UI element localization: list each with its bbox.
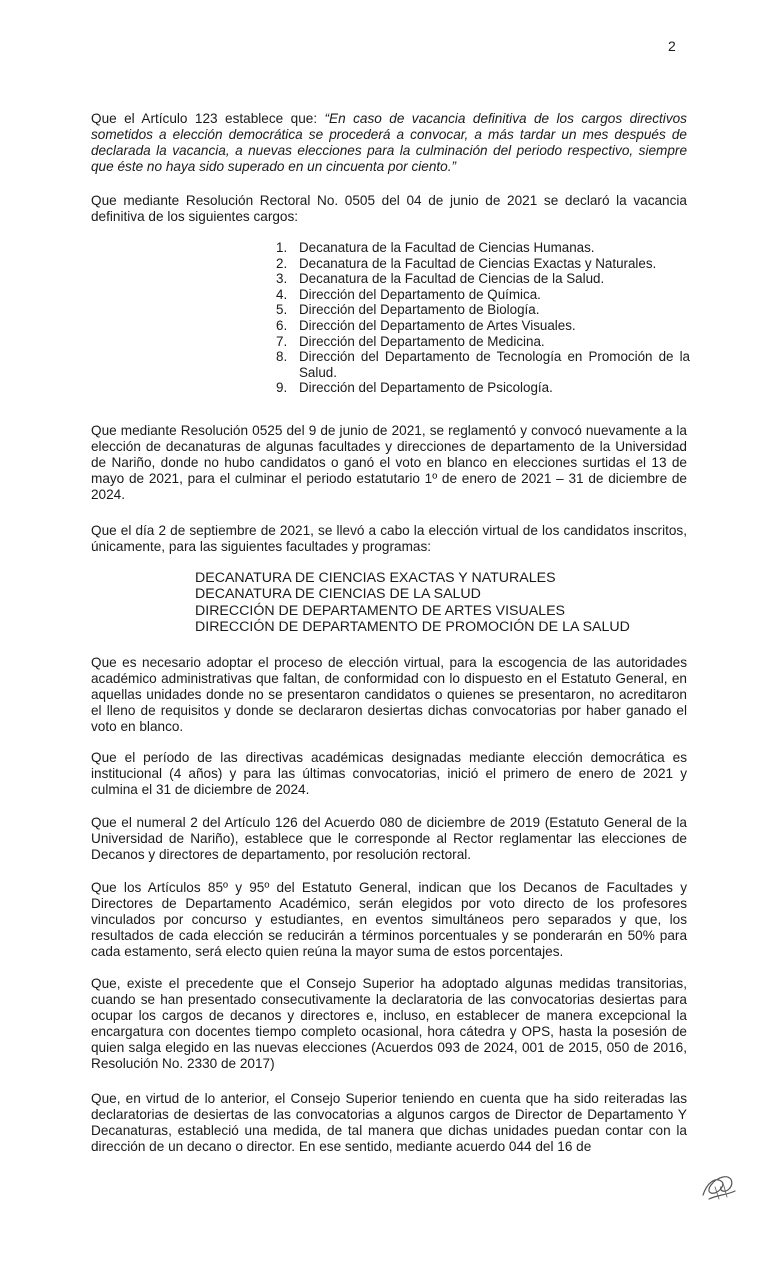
list-item: [276, 287, 690, 303]
list-item: [276, 302, 690, 318]
elected-unit: DECANATURA DE CIENCIAS EXACTAS Y NATURALES: [195, 570, 556, 586]
paragraph-measure: Que, en virtud de lo anterior, el Consejo Superior teniendo en cuenta que ha sido reiteradas las declaratorias de desiertas de las convocatorias a algunos cargos de Director de Departamento Y Decanaturas, estableció una medida, de tal manera que dichas unidades puedan contar con la dirección de un decano o director. En ese sentido, mediante acuerdo 044 del 16 de: [91, 1091, 687, 1154]
list-number: 3.: [276, 271, 288, 287]
article-quote: “En caso de vacancia definitiva de los cargos directivos sometidos a elección democrática se procederá a convocar, a más tardar un mes después de declarada la vacancia, a nuevas elecciones para la culminación del periodo respectivo, siempre que éste no haya sido superado en un cincuenta por ciento.”: [91, 111, 687, 174]
elected-unit: DIRECCIÓN DE DEPARTAMENTO DE ARTES VISUALES: [195, 602, 566, 619]
list-number: 9.: [276, 380, 288, 396]
list-text: Dirección del Departamento de Biología.: [299, 302, 540, 318]
list-text: Dirección del Departamento de Tecnología en Promoción de la Salud.: [299, 349, 690, 380]
page-number: 2: [668, 38, 676, 54]
paragraph-period: Que el período de las directivas académicas designadas mediante elección democrática es institucional (4 años) y para las últimas convocatorias, inició el primero de enero de 2021 y culmina el 31 de diciembre de 2024.: [91, 750, 687, 797]
list-number: 7.: [276, 333, 288, 349]
list-number: 5.: [276, 302, 288, 318]
list-item: [276, 334, 690, 350]
list-item: [276, 380, 690, 396]
paragraph-virtual-election: Que el día 2 de septiembre de 2021, se llevó a cabo la elección virtual de los candidatos inscritos, únicamente, para las siguientes facultades y programas:: [91, 523, 687, 554]
list-number: 2.: [276, 255, 288, 271]
list-text: Decanatura de la Facultad de Ciencias de la Salud.: [299, 271, 605, 287]
paragraph-resolution-0525: Que mediante Resolución 0525 del 9 de junio de 2021, se reglamentó y convocó nuevamente a la elección de decanaturas de algunas facultades y direcciones de departamento de la Universidad de Nariño, donde no hubo candidatos o ganó el voto en blanco en elecciones surtidas el 13 de mayo de 2021, para el culminar el periodo estatutario 1º de enero de 2021 – 31 de diciembre de 2024.: [91, 423, 687, 502]
signature-icon: [697, 1165, 741, 1209]
list-number: 6.: [276, 317, 288, 333]
paragraph-articles-85-95: Que los Artículos 85º y 95º del Estatuto General, indican que los Decanos de Facultades y Directores de Departamento Académico, serán elegidos por voto directo de los profesores vinculados por concurso y estudiantes, en eventos simultáneos pero separados y que, los resultados de cada elección se reducirán a términos porcentuales y se ponderarán en 50% para cada estamento, será electo quien reúna la mayor suma de estos porcentajes.: [91, 880, 687, 959]
list-text: Dirección del Departamento de Artes Visuales.: [299, 317, 576, 333]
paragraph-article-123: [91, 111, 687, 175]
list-text: Dirección del Departamento de Medicina.: [299, 333, 545, 349]
list-item: [276, 256, 690, 272]
elected-unit: DECANATURA DE CIENCIAS DE LA SALUD: [195, 586, 481, 603]
paragraph-article-126: Que el numeral 2 del Artículo 126 del Acuerdo 080 de diciembre de 2019 (Estatuto General de la Universidad de Nariño), establece que le corresponde al Rector reglamentar las elecciones de Decanos y directores de departamento, por resolución rectoral.: [91, 815, 687, 862]
list-item: [276, 349, 690, 380]
list-text: Decanatura de la Facultad de Ciencias Humanas.: [299, 240, 595, 255]
list-item: [276, 271, 690, 287]
elected-unit: DIRECCIÓN DE DEPARTAMENTO DE PROMOCIÓN DE LA SALUD: [195, 618, 630, 635]
paragraph-resolution-0505: Que mediante Resolución Rectoral No. 0505 del 04 de junio de 2021 se declaró la vacancia definitiva de los siguientes cargos:: [91, 193, 687, 224]
elected-units-list: [195, 570, 695, 635]
list-number: 8.: [276, 349, 288, 365]
list-item: [276, 240, 690, 256]
paragraph-virtual-process: Que es necesario adoptar el proceso de elección virtual, para la escogencia de las autoridades académico administrativas que faltan, de conformidad con lo dispuesto en el Estatuto General, en aquellas unidades donde no se presentaron candidatos o quienes se presentaron, no acreditaron el lleno de requisitos y donde se declararon desiertas dichas convocatorias por haber ganado el voto en blanco.: [91, 655, 687, 734]
paragraph-precedent: Que, existe el precedente que el Consejo Superior ha adoptado algunas medidas transitorias, cuando se han presentado consecutivamente la declaratoria de las convocatorias desiertas para ocupar los cargos de decanos y directores e, incluso, en establecer de manera excepcional la encargatura con docentes tiempo completo ocasional, hora cátedra y OPS, hasta la posesión de quien salga elegido en las nuevas elecciones (Acuerdos 093 de 2024, 001 de 2015, 050 de 2016, Resolución No. 2330 de 2017): [91, 976, 687, 1071]
list-text: Dirección del Departamento de Psicología.: [299, 380, 553, 396]
vacancy-list: [276, 240, 690, 396]
list-text: Decanatura de la Facultad de Ciencias Exactas y Naturales.: [299, 255, 657, 271]
list-number: 1.: [276, 240, 288, 255]
list-item: [276, 318, 690, 334]
list-number: 4.: [276, 286, 288, 302]
list-text: Dirección del Departamento de Química.: [299, 286, 541, 302]
paragraph-intro: Que el Artículo 123 establece que:: [91, 111, 325, 126]
